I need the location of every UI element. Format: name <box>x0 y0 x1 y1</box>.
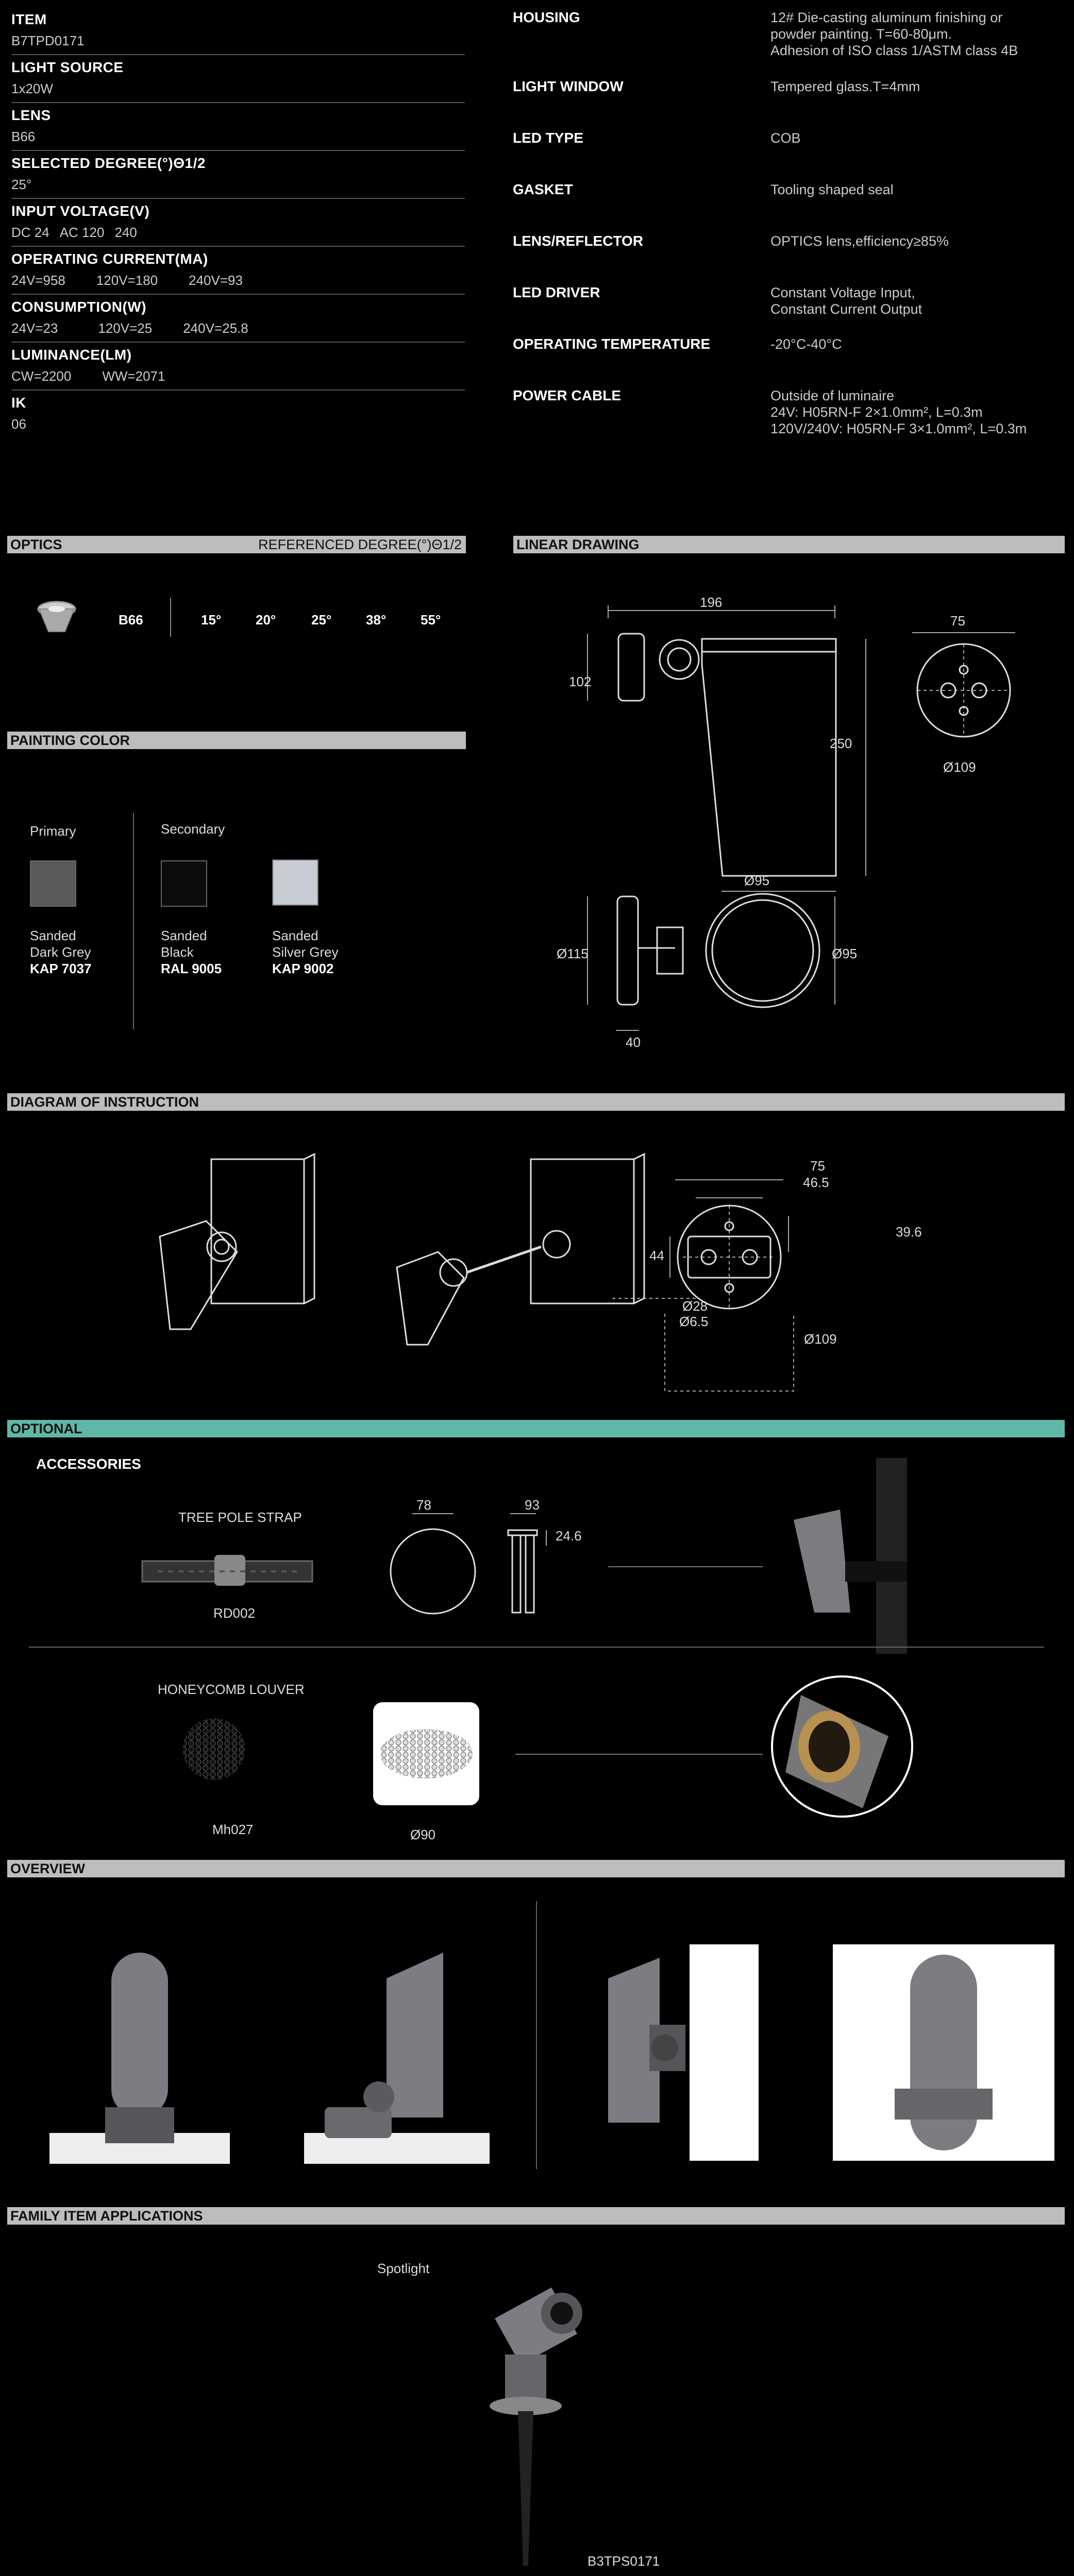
lens-name: B66 <box>119 612 143 628</box>
spec-value: Tempered glass.T=4mm <box>770 79 920 94</box>
optional-section-header <box>7 1420 1065 1437</box>
spec-item <box>11 7 465 55</box>
dim-label: 196 <box>700 595 723 610</box>
linear-drawing-side-view <box>567 587 886 1061</box>
degree-option: 38° <box>366 612 387 628</box>
spec-value: OPTICS lens,efficiency≥85% <box>770 233 949 249</box>
spec-label: LIGHT WINDOW <box>513 78 624 94</box>
color-line: Black <box>161 944 194 960</box>
dim-label: 24.6 <box>556 1528 582 1544</box>
spec-value: AC 120 <box>59 225 105 240</box>
spec-list-left <box>11 7 465 437</box>
connector-line <box>608 1566 763 1567</box>
divider <box>133 813 134 1029</box>
spec-value: 24V=958 <box>11 273 65 288</box>
dim-label: Ø95 <box>832 946 858 961</box>
degree-option: 20° <box>256 612 276 628</box>
color-info <box>161 927 222 977</box>
strap-icon <box>137 1546 317 1592</box>
spec-line: Adhesion of ISO class 1/ASTM class 4B <box>770 43 1018 58</box>
spec-line: Outside of luminaire <box>770 388 895 403</box>
section-title: FAMILY ITEM APPLICATIONS <box>10 2208 203 2224</box>
section-title: OPTIONAL <box>10 1421 82 1436</box>
spec-label: HOUSING <box>513 9 580 25</box>
spec-value: CW=2200 <box>11 368 72 384</box>
louver-photo <box>373 1702 479 1805</box>
accessory-name: TREE POLE STRAP <box>178 1510 302 1525</box>
painting-section-header <box>7 732 466 749</box>
spec-value: Tooling shaped seal <box>770 182 894 197</box>
spec-value: 1x20W <box>11 81 53 96</box>
overview-photo-front <box>49 1942 230 2164</box>
spec-value: 120V=25 <box>98 320 153 336</box>
dim-label: 102 <box>569 674 592 689</box>
spec-value: 06 <box>11 416 26 432</box>
spec-value <box>770 284 922 317</box>
spec-value: 240V=93 <box>189 273 243 288</box>
spec-label: CONSUMPTION(W) <box>11 299 147 315</box>
overview-wall-fixture <box>833 1944 1054 2161</box>
strap-mounted-photo <box>783 1458 917 1654</box>
section-subtitle: REFERENCED DEGREE(°)Θ1/2 <box>258 537 462 552</box>
accessory-code: RD002 <box>213 1605 255 1621</box>
spec-label: GASKET <box>513 181 573 197</box>
spec-label: LUMINANCE(LM) <box>11 347 132 363</box>
family-section-header <box>7 2207 1065 2225</box>
spotlight-photo <box>464 2287 608 2576</box>
color-swatch-silver-grey <box>272 859 318 906</box>
family-item-name: Spotlight <box>377 2261 430 2276</box>
spec-value: 240 <box>114 225 137 240</box>
spec-line: Constant Current Output <box>770 301 922 317</box>
color-line: Sanded <box>161 928 207 943</box>
color-line: Dark Grey <box>30 944 91 960</box>
spec-label: INPUT VOLTAGE(V) <box>11 203 150 219</box>
spec-line: 120V/240V: H05RN-F 3×1.0mm², L=0.3m <box>770 421 1027 436</box>
spec-label: LED TYPE <box>513 130 583 146</box>
louver-image <box>373 1702 479 1805</box>
section-title: OPTICS <box>10 537 62 552</box>
spec-label: OPERATING CURRENT(MA) <box>11 251 208 267</box>
spec-value: 24V=23 <box>11 320 58 336</box>
spec-label: LED DRIVER <box>513 284 600 300</box>
primary-label: Primary <box>30 823 76 839</box>
spec-value: -20°C-40°C <box>770 336 842 352</box>
secondary-label: Secondary <box>161 821 225 837</box>
spec-value: 240V=25.8 <box>183 320 248 336</box>
spec-value <box>770 9 1018 59</box>
dim-label: 44 <box>649 1248 664 1263</box>
spec-value <box>770 387 1027 437</box>
dim-label: Ø109 <box>804 1331 837 1347</box>
spec-current <box>11 247 465 295</box>
section-title: LINEAR DRAWING <box>516 537 640 552</box>
dim-label: 40 <box>626 1035 641 1050</box>
family-item-code: B3TPS0171 <box>588 2553 660 2569</box>
section-title: PAINTING COLOR <box>10 733 130 748</box>
spec-label: SELECTED DEGREE(°)Θ1/2 <box>11 155 206 171</box>
dim-label: 78 <box>416 1497 431 1513</box>
dim-label: 93 <box>525 1497 540 1513</box>
instruction-diagram <box>149 1144 912 1412</box>
color-line: Sanded <box>30 928 76 943</box>
degree-option: 55° <box>421 612 441 628</box>
section-title: DIAGRAM OF INSTRUCTION <box>10 1094 199 1110</box>
dim-label: Ø95 <box>744 873 770 888</box>
dim-label: Ø115 <box>557 946 589 961</box>
dim-label: 39.6 <box>896 1224 922 1240</box>
degree-option: 15° <box>201 612 222 628</box>
linear-drawing-header <box>513 536 1065 553</box>
spec-label: ITEM <box>11 11 47 27</box>
connector-line <box>515 1754 763 1755</box>
section-title: OVERVIEW <box>10 1861 86 1876</box>
dim-label: 75 <box>950 613 965 629</box>
spec-line: 24V: H05RN-F 2×1.0mm², L=0.3m <box>770 404 983 420</box>
lens-icon <box>36 598 77 639</box>
strap-dimension-drawing <box>381 1510 588 1623</box>
color-code: KAP 9002 <box>272 961 334 976</box>
dim-label: Ø28 <box>682 1298 708 1314</box>
spec-value: B7TPD0171 <box>11 33 85 48</box>
color-info <box>272 927 339 977</box>
spec-label: OPERATING TEMPERATURE <box>513 336 711 352</box>
spec-voltage <box>11 199 465 247</box>
divider <box>536 1901 537 2169</box>
spec-label: LENS/REFLECTOR <box>513 233 644 249</box>
spec-degree <box>11 151 465 199</box>
spec-ik <box>11 391 465 437</box>
instruction-section-header <box>7 1093 1065 1111</box>
spec-consumption <box>11 295 465 343</box>
color-swatch-dark-grey <box>30 860 76 907</box>
spec-value: B66 <box>11 129 36 144</box>
spec-value: 120V=180 <box>96 273 158 288</box>
divider <box>29 1647 1044 1648</box>
overview-section-header <box>7 1860 1065 1877</box>
divider <box>170 598 171 637</box>
dim-label: 75 <box>810 1158 825 1174</box>
spec-lens <box>11 103 465 151</box>
spec-value: DC 24 <box>11 225 49 240</box>
color-swatch-black <box>161 860 207 907</box>
spec-label: IK <box>11 395 26 411</box>
overview-photo-side <box>304 1942 490 2164</box>
spec-label: LENS <box>11 107 51 123</box>
spec-line: 12# Die-casting aluminum finishing or <box>770 10 1003 25</box>
linear-drawing-back-view <box>897 618 1031 752</box>
color-info <box>30 927 92 977</box>
accessories-title: ACCESSORIES <box>36 1456 141 1472</box>
dim-label: Ø109 <box>943 759 976 775</box>
spec-light-source <box>11 55 465 103</box>
spec-label: POWER CABLE <box>513 387 621 403</box>
color-line: Sanded <box>272 928 318 943</box>
dim-label: Ø90 <box>410 1827 436 1842</box>
louver-icon <box>180 1716 247 1783</box>
spec-value: 25° <box>11 177 32 192</box>
accessory-name: HONEYCOMB LOUVER <box>158 1682 305 1697</box>
color-code: KAP 7037 <box>30 961 92 976</box>
spec-value: COB <box>770 130 801 146</box>
degree-option-selected: 25° <box>311 612 332 628</box>
spec-value: WW=2071 <box>102 368 165 384</box>
spec-label: LIGHT SOURCE <box>11 59 124 75</box>
accessory-code: Mh027 <box>212 1822 254 1837</box>
overview-mounted-fixture <box>608 1947 742 2154</box>
optics-section-header <box>7 536 466 553</box>
spec-line: powder painting. T=60-80μm. <box>770 26 952 42</box>
dim-label: Ø6.5 <box>679 1314 709 1329</box>
overview-photo-wall <box>833 1944 1054 2161</box>
dim-label: 46.5 <box>803 1175 829 1190</box>
spec-line: Constant Voltage Input, <box>770 285 915 300</box>
color-line: Silver Grey <box>272 944 339 960</box>
color-code: RAL 9005 <box>161 961 222 976</box>
spec-luminance <box>11 343 465 391</box>
dim-label: 250 <box>830 736 852 751</box>
louver-detail-photo <box>770 1674 914 1819</box>
